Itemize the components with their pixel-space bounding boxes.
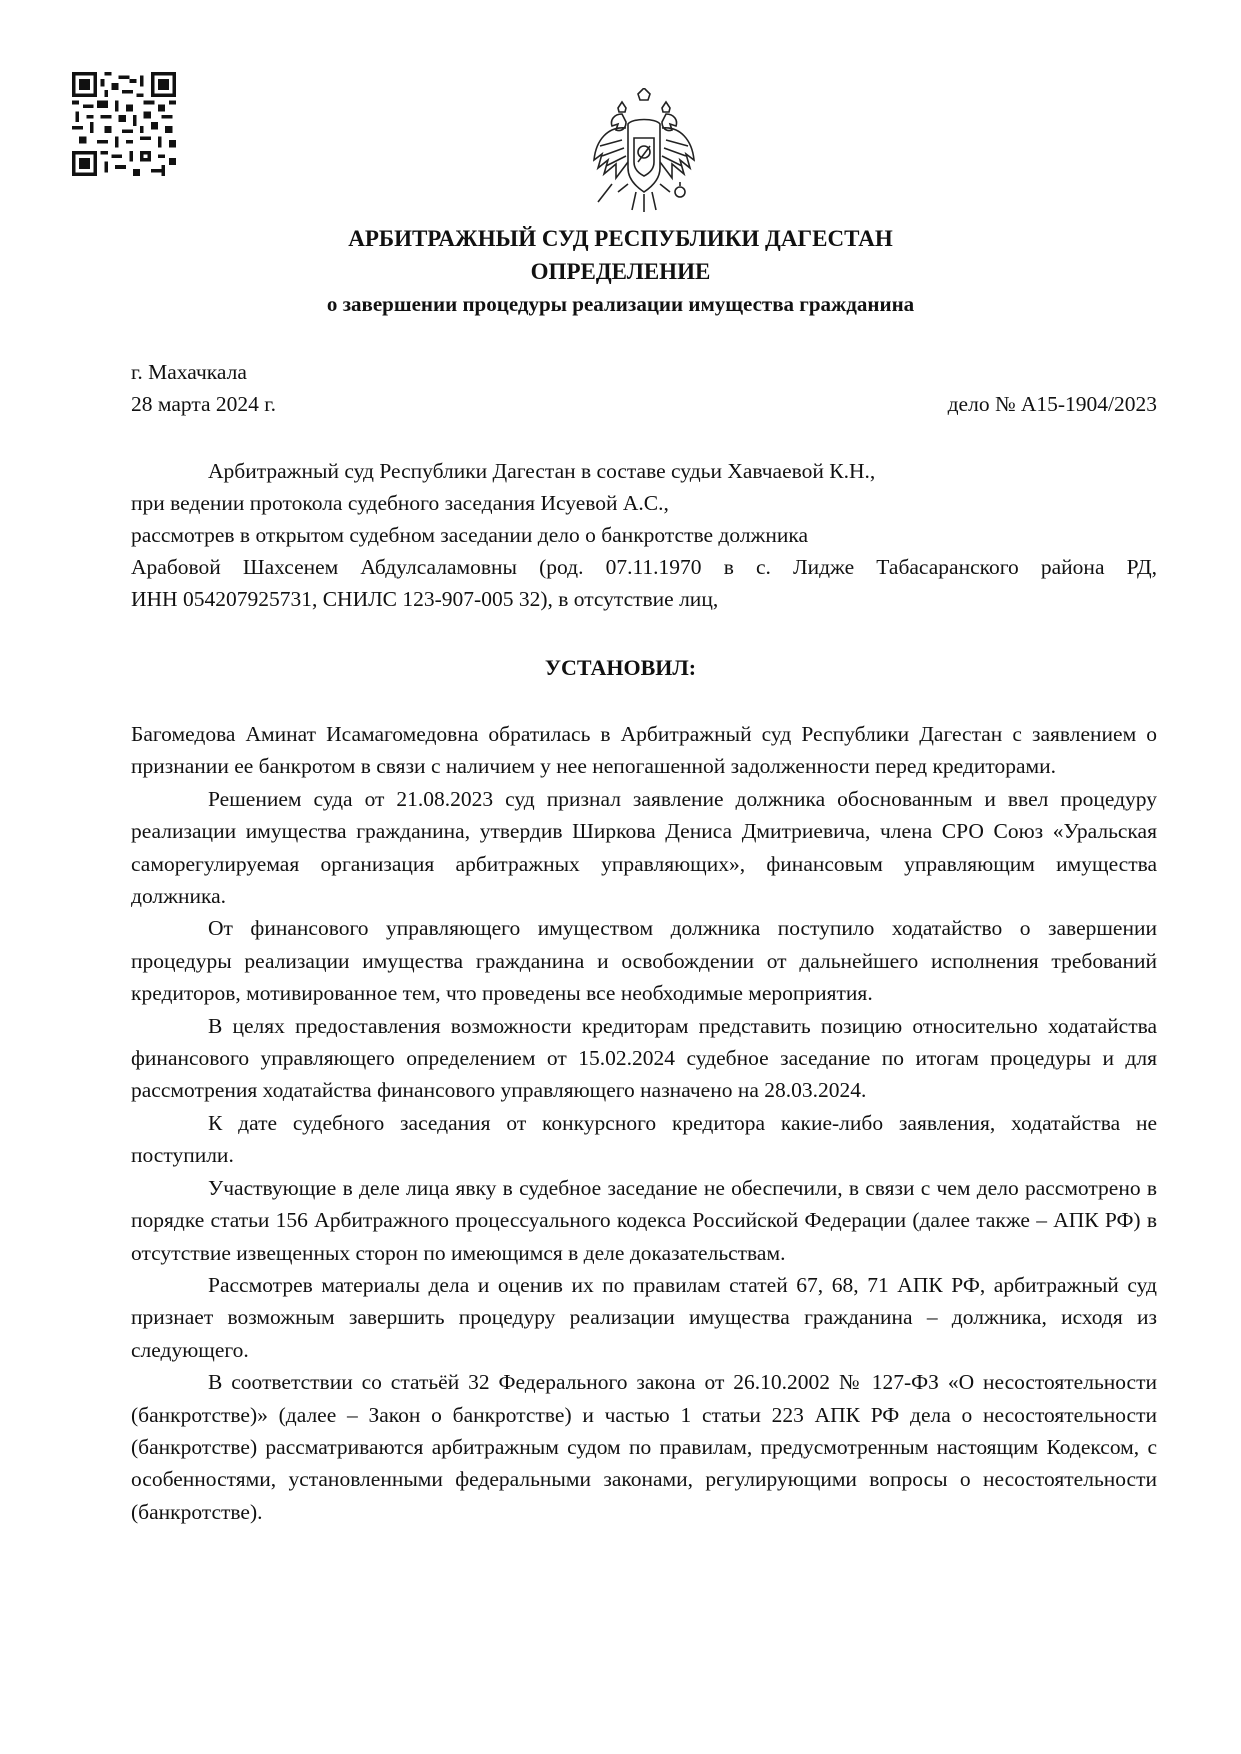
paragraph: Багомедова Аминат Исамагомедовна обратилась в Арбитражный суд Республики Дагестан с заявлением о признании ее банкротом в связи с наличием у нее непогашенной задолженности перед кредиторами.	[131, 722, 1157, 779]
paragraph: Рассмотрев материалы дела и оценив их по правилам статей 67, 68, 71 АПК РФ, арбитражный суд признает возможным завершить процедуру реализации имущества гражданина – должника, исходя из следующего.	[131, 1272, 1157, 1362]
document-subject: о завершении процедуры реализации имущества гражданина	[326, 292, 915, 316]
paragraph: Участвующие в деле лица явку в судебное заседание не обеспечили, в связи с чем дело рассмотрено в порядке статьи 156 Арбитражного процессуального кодекса Российской Федерации (далее также – АПК РФ) в отсутствие извещенных сторон по имеющимся в деле доказательствам.	[131, 1175, 1157, 1265]
intro-line: Арабовой Шахсенем Абдулсаламовны (род. 07.11.1970 в с. Лидже Табасаранского района РД,	[131, 555, 1157, 579]
city: г. Махачкала	[131, 360, 247, 384]
intro-line: Арбитражный суд Республики Дагестан в составе судьи Хавчаевой К.Н.,	[208, 459, 876, 483]
paragraph: К дате судебного заседания от конкурсного кредитора какие-либо заявления, ходатайства не поступили.	[131, 1110, 1157, 1168]
coat-of-arms-icon	[588, 88, 700, 214]
intro-block	[131, 455, 1157, 615]
paragraph: Решением суда от 21.08.2023 суд признал заявление должника обоснованным и ввел процедуру реализации имущества гражданина, утвердив Ширкова Дениса Дмитриевича, члена СРО Союз «Уральская саморегулируемая организация арбитражных управляющих», финансовым управляющим имущества должника.	[131, 786, 1157, 909]
paragraph: В целях предоставления возможности кредиторам представить позицию относительно ходатайства финансового управляющего определением от 15.02.2024 судебное заседание по итогам процедуры и для рассмотрения ходатайства финансового управляющего назначено на 28.03.2024.	[131, 1013, 1157, 1103]
qr-code-icon	[72, 72, 176, 176]
paragraph: От финансового управляющего имуществом должника поступило ходатайство о завершении процедуры реализации имущества гражданина и освобождении от дальнейшего исполнения требований кредиторов, мотивированное тем, что проведены все необходимые мероприятия.	[131, 916, 1157, 1006]
document-date: 28 марта 2024 г.	[131, 392, 277, 416]
document-body	[131, 718, 1157, 1528]
intro-line: при ведении протокола судебного заседания Исуевой А.С.,	[131, 491, 669, 515]
intro-line: рассмотрев в открытом судебном заседании дело о банкротстве должника	[131, 523, 809, 547]
intro-line: ИНН 054207925731, СНИЛС 123-907-005 32), в отсутствие лиц,	[131, 587, 719, 611]
court-name: АРБИТРАЖНЫЙ СУД РЕСПУБЛИКИ ДАГЕСТАН	[348, 226, 893, 251]
paragraph: В соответствии со статьёй 32 Федерального закона от 26.10.2002 № 127-ФЗ «О несостоятельности (банкротстве)» (далее – Закон о банкротстве) и частью 1 статьи 223 АПК РФ дела о несостоятельности (банкротстве) рассматриваются арбитражным судом по правилам, предусмотренным настоящим Кодексом, с особенностями, установленными федеральными законами, регулирующими вопросы о несостоятельности (банкротстве).	[131, 1370, 1157, 1524]
case-number: дело № А15-1904/2023	[947, 392, 1157, 416]
section-title: УСТАНОВИЛ:	[544, 655, 697, 680]
document-type: ОПРЕДЕЛЕНИЕ	[530, 259, 711, 284]
